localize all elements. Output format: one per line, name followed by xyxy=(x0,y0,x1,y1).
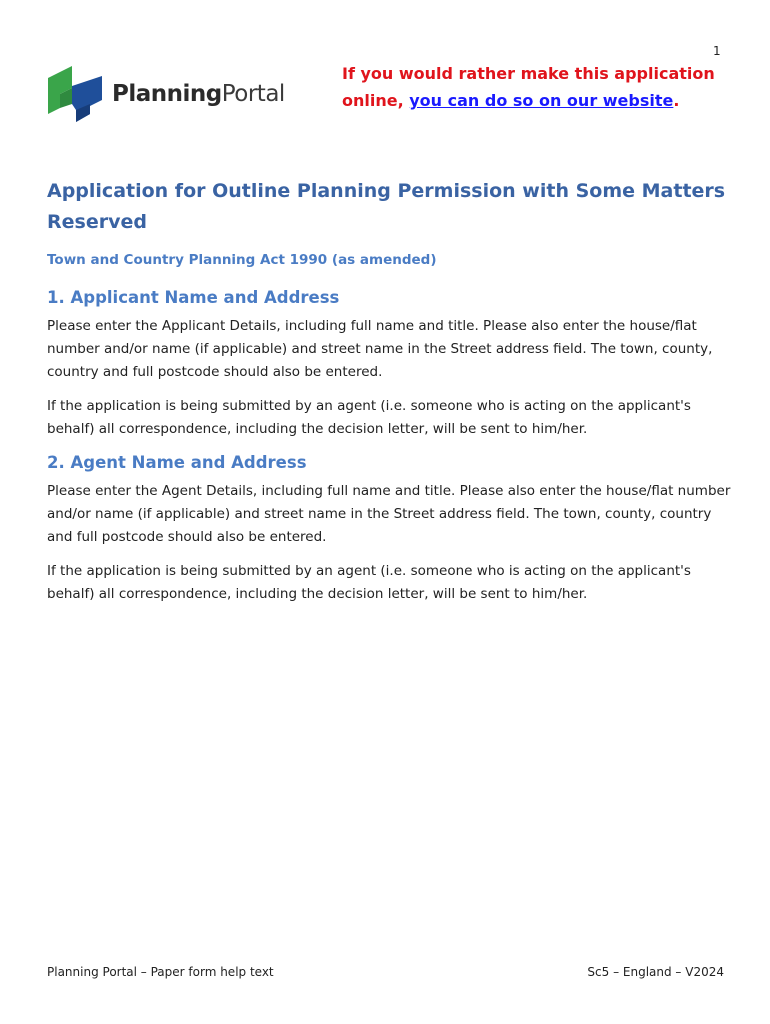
logo-word-portal: Portal xyxy=(221,81,285,107)
logo-word-planning: Planning xyxy=(112,81,222,107)
section-heading: 2. Agent Name and Address xyxy=(47,453,307,472)
online-application-note xyxy=(342,60,742,114)
footer-form-version: Sc5 – England – V2024 xyxy=(587,965,724,979)
act-subtitle: Town and Country Planning Act 1990 (as amended) xyxy=(47,252,437,268)
section-paragraph: Please enter the Applicant Details, including full name and title. Please also enter the house/flat number and/or name (if applicable) and street name in the Street address field. The town, county, country and full postcode should also be entered. xyxy=(47,318,713,380)
online-note-period: . xyxy=(673,91,680,110)
document-title: Application for Outline Planning Permission with Some Matters Reserved xyxy=(47,180,726,233)
page-number: 1 xyxy=(713,44,721,58)
website-link[interactable]: you can do so on our website xyxy=(409,91,674,110)
logo-wordmark xyxy=(112,81,285,107)
section-heading: 1. Applicant Name and Address xyxy=(47,288,340,307)
footer-form-description: Planning Portal – Paper form help text xyxy=(47,965,274,979)
section-paragraph: If the application is being submitted by an agent (i.e. someone who is acting on the applicant's behalf) all correspondence, including the decision letter, will be sent to him/her. xyxy=(47,398,691,437)
planning-portal-logo-icon xyxy=(46,64,104,124)
online-note-text: If you would rather make this application online, xyxy=(342,64,715,110)
section-paragraph: Please enter the Agent Details, including full name and title. Please also enter the house/flat number and/or name (if applicable) and street name in the Street address field. The town, county, country and full postcode should also be entered. xyxy=(47,483,731,545)
section-paragraph: If the application is being submitted by an agent (i.e. someone who is acting on the applicant's behalf) all correspondence, including the decision letter, will be sent to him/her. xyxy=(47,563,691,602)
section-applicant-name-address xyxy=(47,286,737,452)
planning-portal-logo[interactable] xyxy=(46,64,285,124)
section-agent-name-address xyxy=(47,451,737,617)
